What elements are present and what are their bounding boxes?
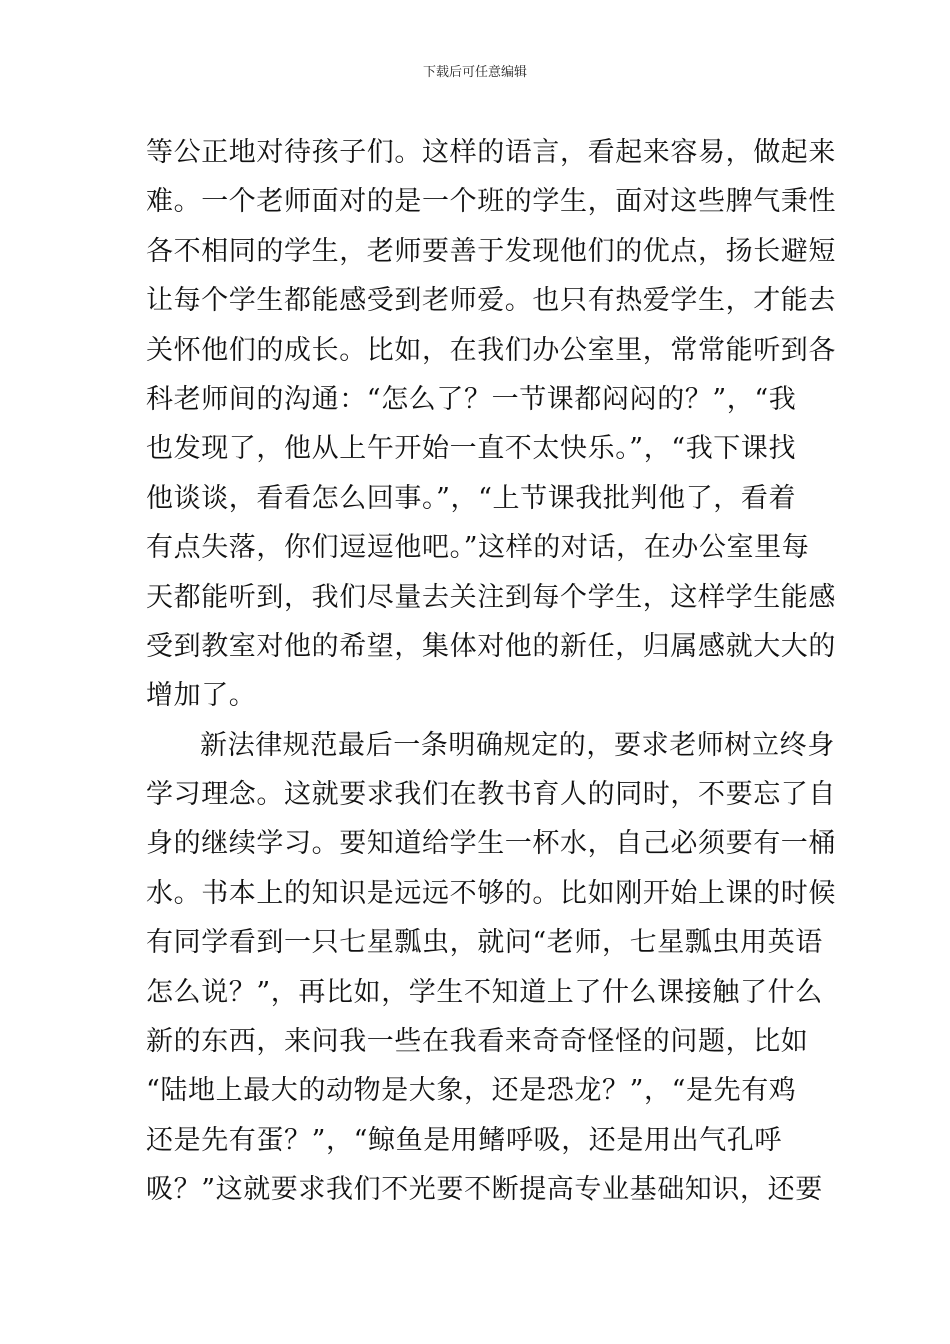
text-line: 有点失落，你们逗逗他吧。”这样的对话，在办公室里每 [146, 532, 810, 564]
text-line: 科老师间的沟通：“怎么了？一节课都闷闷的？”，“我 [146, 383, 797, 415]
text-line: 新的东西，来问我一些在我看来奇奇怪怪的问题，比如 [146, 1026, 809, 1058]
text-line: “陆地上最大的动物是大象，还是恐龙？”，“是先有鸡 [146, 1075, 797, 1107]
text-line: 学习理念。这就要求我们在教书育人的同时，不要忘了自 [146, 779, 836, 811]
text-line: 关怀他们的成长。比如，在我们办公室里，常常能听到各 [146, 334, 836, 366]
text-line: 也发现了，他从上午开始一直不太快乐。”，“我下课找 [146, 433, 797, 465]
text-line: 有同学看到一只七星瓢虫，就问“老师，七星瓢虫用英语 [146, 927, 823, 959]
text-line: 水。书本上的知识是远远不够的。比如刚开始上课的时候 [146, 877, 836, 909]
text-line: 让每个学生都能感受到老师爱。也只有热爱学生，才能去 [146, 285, 836, 317]
text-line: 各不相同的学生，老师要善于发现他们的优点，扬长避短 [146, 235, 836, 267]
paragraph-start-line: 新法律规范最后一条明确规定的，要求老师树立终身 [200, 729, 835, 761]
text-line: 他谈谈，看看怎么回事。”，“上节课我批判他了，看着 [146, 482, 797, 514]
document-body [146, 128, 836, 1215]
text-line: 怎么说？”，再比如，学生不知道上了什么课接触了什么 [146, 976, 823, 1008]
text-line: 受到教室对他的希望，集体对他的新任，归属感就大大的 [146, 630, 836, 662]
text-line: 还是先有蛋？”，“鲸鱼是用鳍呼吸，还是用出气孔呼 [146, 1124, 783, 1156]
page-header: 下载后可任意编辑 [422, 65, 527, 80]
text-line: 难。一个老师面对的是一个班的学生，面对这些脾气秉性 [146, 186, 836, 218]
text-line: 等公正地对待孩子们。这样的语言，看起来容易，做起来 [146, 137, 836, 168]
text-line: 身的继续学习。要知道给学生一杯水，自己必须要有一桶 [146, 828, 836, 860]
text-line: 增加了。 [146, 680, 257, 712]
text-line: 吸？”这就要求我们不光要不断提高专业基础知识，还要 [146, 1174, 823, 1206]
text-line: 天都能听到，我们尽量去关注到每个学生，这样学生能感 [146, 581, 836, 613]
